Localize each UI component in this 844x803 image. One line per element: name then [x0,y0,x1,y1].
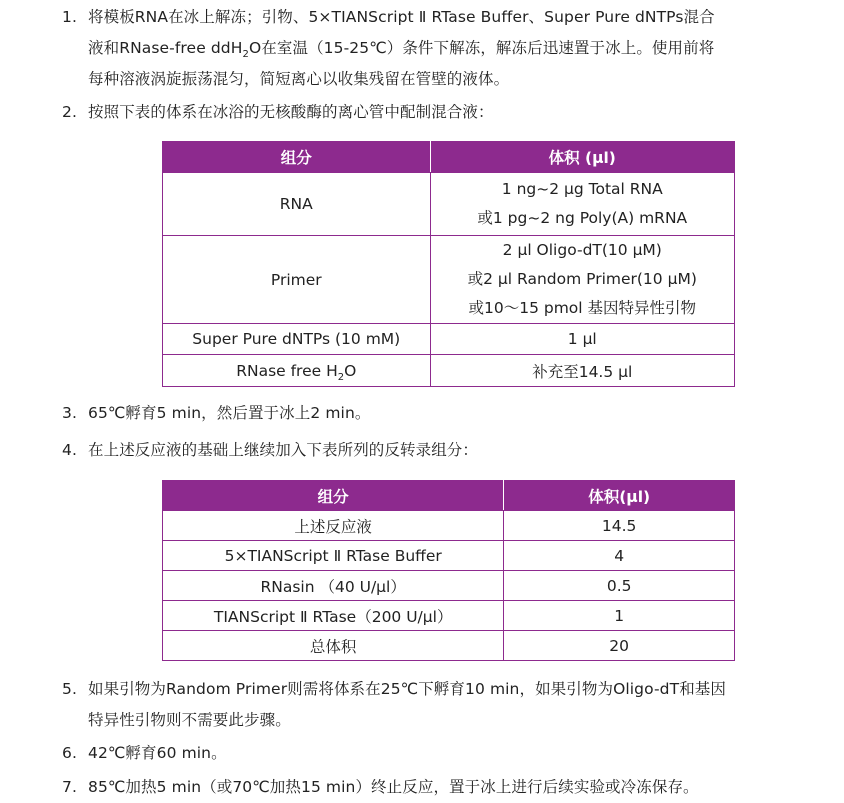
step-number: 2. [62,103,77,121]
mix-table-1 [162,141,735,387]
volume-line: 1 ng~2 μg Total RNA [501,180,663,198]
mix-table-2 [162,480,735,661]
step-text-fragment: O在室温（15-25℃）条件下解冻，解冻后迅速置于冰上。使用前将 [248,39,715,57]
step-number: 7. [62,778,77,796]
step-6 [62,738,822,769]
subscript: 2 [242,49,249,61]
cell-component: RNasin （40 U/μl） [163,571,504,601]
cell-volume [430,173,734,236]
cell-volume: 4 [504,541,735,571]
volume-line: 2 μl Oligo-dT(10 μM) [502,241,662,259]
cell-volume: 14.5 [504,511,735,541]
step-text: 85℃加热5 min（或70℃加热15 min）终止反应，置于冰上进行后续实验或冷冻保存。 [88,778,699,796]
step-7 [62,772,822,803]
step-text: 按照下表的体系在冰浴的无核酸酶的离心管中配制混合液： [88,103,494,121]
component-fragment: O [344,361,357,380]
cell-component: RNA [163,173,431,236]
cell-component: Primer [163,236,431,324]
step-text: 42℃孵育60 min。 [88,744,227,762]
step-number: 5. [62,680,77,698]
step-number: 4. [62,441,77,459]
cell-component: TIANScript Ⅱ RTase（200 U/μl） [163,601,504,631]
volume-line: 或10～15 pmol 基因特异性引物 [468,299,697,317]
step-4 [62,435,822,466]
header-component: 组分 [163,481,504,511]
header-volume: 体积(μl) [504,481,735,511]
step-1 [62,2,822,95]
step-text-fragment: 液和RNase-free ddH [88,39,243,57]
cell-component: 上述反应液 [163,511,504,541]
volume-line: 或1 pg~2 ng Poly(A) mRNA [477,209,688,227]
table-header-row [163,142,735,173]
step-text-line [62,33,822,64]
subscript: 2 [337,371,345,383]
step-3 [62,398,822,429]
step-2 [62,97,822,128]
step-number: 1. [62,8,77,26]
table-row [163,631,735,661]
header-component: 组分 [163,142,431,173]
table-header-row [163,481,735,511]
cell-volume: 1 [504,601,735,631]
cell-volume: 补充至14.5 μl [430,355,734,387]
component-fragment: RNase free H [236,361,338,380]
cell-volume: 20 [504,631,735,661]
cell-volume [430,236,734,324]
cell-component: 总体积 [163,631,504,661]
table-row [163,601,735,631]
step-text: 65℃孵育5 min，然后置于冰上2 min。 [88,404,371,422]
step-number: 6. [62,744,77,762]
step-5 [62,674,822,736]
cell-volume: 1 μl [430,324,734,355]
cell-component: Super Pure dNTPs (10 mM) [163,324,431,355]
step-text-line: 特异性引物则不需要此步骤。 [88,711,291,729]
step-text: 如果引物为Random Primer则需将体系在25℃下孵育10 min，如果引物为Oligo-dT和基因 [88,680,726,698]
table-row [163,541,735,571]
step-number: 3. [62,404,77,422]
table-row [163,324,735,355]
cell-component: 5×TIANScript Ⅱ RTase Buffer [163,541,504,571]
table-row [163,571,735,601]
header-volume: 体积 (μl) [430,142,734,173]
step-text-line: 每种溶液涡旋振荡混匀，简短离心以收集残留在管壁的液体。 [88,70,510,88]
table-row [163,511,735,541]
volume-line: 或2 μl Random Primer(10 μM) [467,270,697,288]
step-text: 在上述反应液的基础上继续加入下表所列的反转录组分： [88,441,479,459]
table-row [163,173,735,236]
table-row [163,355,735,387]
cell-component [163,355,431,387]
table-row [163,236,735,324]
cell-volume: 0.5 [504,571,735,601]
step-text: 将模板RNA在冰上解冻；引物、5×TIANScript Ⅱ RTase Buffer、Super Pure dNTPs混合 [88,8,715,26]
